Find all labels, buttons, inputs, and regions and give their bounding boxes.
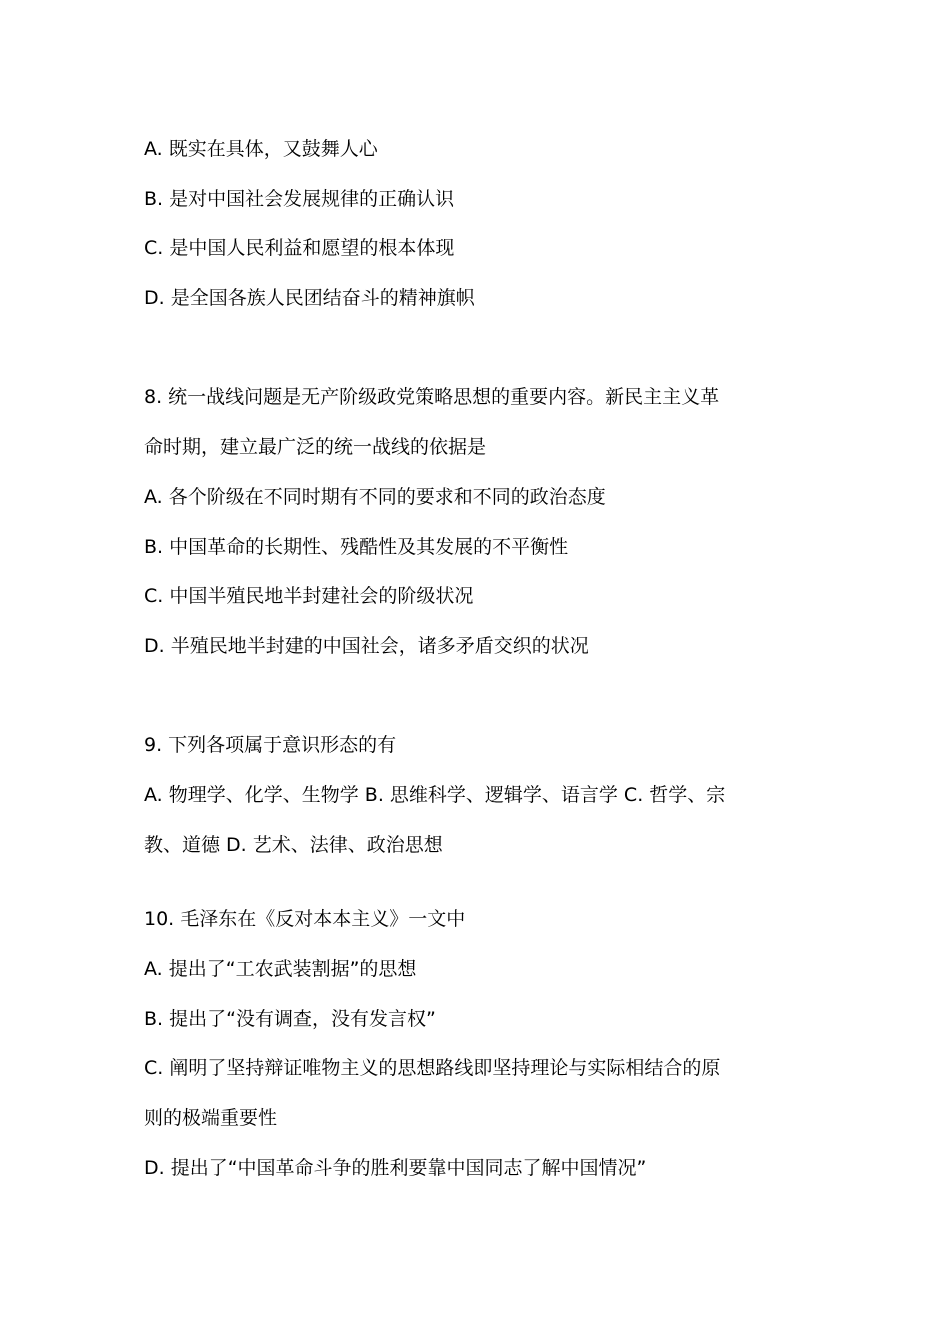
question-list: [144, 125, 809, 1193]
q8-stem-line-1: 8. 统一战线问题是无产阶级政党策略思想的重要内容。新民主主义革: [144, 386, 720, 409]
q10-option-b: B. 提出了“没有调查，没有发言权”: [144, 1007, 436, 1030]
q7-option-d: D. 是全国各族人民团结奋斗的精神旗帜: [144, 287, 475, 310]
q9-options-line-2: 教、道德 D. 艺术、法律、政治思想: [144, 833, 443, 856]
q8-stem-line-2: 命时期，建立最广泛的统一战线的依据是: [144, 436, 487, 459]
q10-option-c-line-1: C. 阐明了坚持辩证唯物主义的思想路线即坚持理论与实际相结合的原: [144, 1057, 721, 1080]
question-8: [144, 373, 809, 671]
q8-option-b: B. 中国革命的长期性、残酷性及其发展的不平衡性: [144, 535, 569, 558]
q10-stem: 10. 毛泽东在《反对本本主义》一文中: [144, 908, 466, 931]
q7-option-b: B. 是对中国社会发展规律的正确认识: [144, 187, 455, 210]
question-7: [144, 125, 809, 324]
q8-option-a: A. 各个阶级在不同时期有不同的要求和不同的政治态度: [144, 485, 606, 508]
spacer: [144, 324, 809, 374]
q10-option-d: D. 提出了“中国革命斗争的胜利要靠中国同志了解中国情况”: [144, 1156, 647, 1179]
spacer: [144, 672, 809, 722]
q9-options-line-1: A. 物理学、化学、生物学 B. 思维科学、逻辑学、语言学 C. 哲学、宗: [144, 783, 726, 806]
spacer: [144, 870, 809, 895]
q8-option-d: D. 半殖民地半封建的中国社会，诸多矛盾交织的状况: [144, 634, 589, 657]
question-9: [144, 721, 809, 870]
q10-option-c-line-2: 则的极端重要性: [144, 1107, 278, 1130]
q7-option-a: A. 既实在具体，又鼓舞人心: [144, 138, 378, 160]
q7-option-c: C. 是中国人民利益和愿望的根本体现: [144, 237, 455, 260]
question-10: [144, 895, 809, 1193]
q9-stem: 9. 下列各项属于意识形态的有: [144, 734, 397, 757]
q10-option-a: A. 提出了“工农武装割据”的思想: [144, 958, 417, 980]
q8-option-c: C. 中国半殖民地半封建社会的阶级状况: [144, 585, 474, 608]
